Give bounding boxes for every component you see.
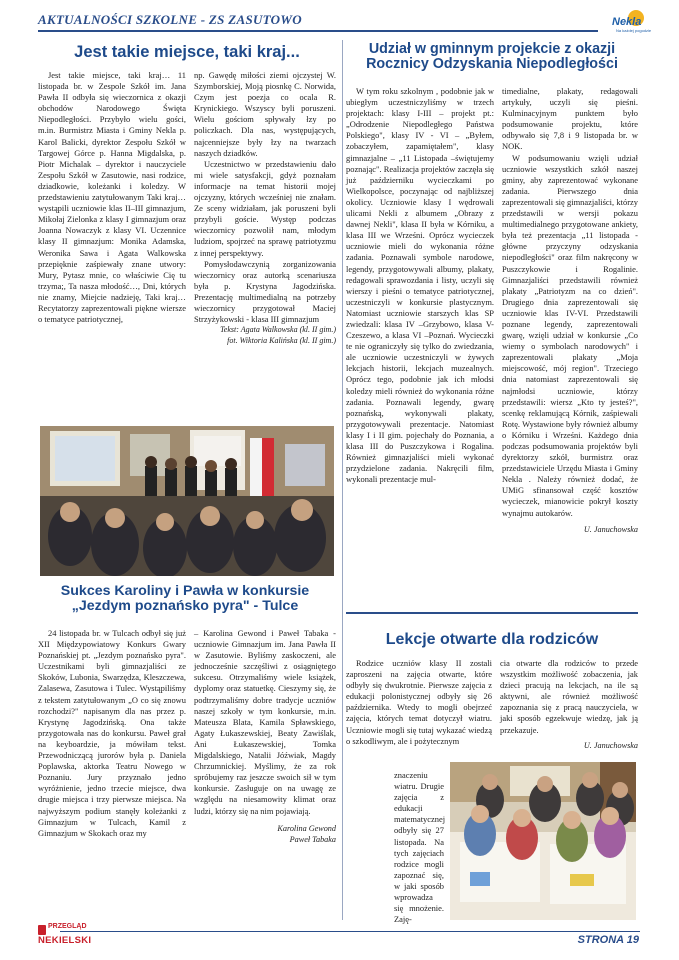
paragraph: np. Gawędę miłości ziemi ojczystej W. Szymborskiej, Moją piosnkę C. Norwida, Czym jest poezja co ocala R. Krynickiego. Wszyscy byli poruszeni. Wielu gościom spływały łzy po policzkach. Dla nas, występujących, najcenniejsze były łzy na twarzach naszych dziadków. <box>194 70 336 158</box>
logo-name: Nekla <box>612 16 642 28</box>
logo-mark-icon <box>38 925 46 935</box>
paragraph: Jest takie miejsce, taki kraj… 11 listopada br. w Zespole Szkół im. Jana Pawła II odbyła się wieczornica z okazji obchodów Narodowego Święta Niepodległości. Przybyło wielu gości, m.in. Burmistrz Miasta i Gminy Nekla p. Karol Balicki, dyrektor Zespołu Szkół w Targowej Górce p. Hanna Migdalska, p. Piotr Michalak – dyrektor i nauczyciele Zespołu Szkół w Zasutowie, nasi rodzice, dziadkowie, koleżanki i koledzy. W przedstawieniu zatytułowanym Taki kraj… wystąpili uczniowie klas II–III gimnazjum, Mikołaj Zielonka z klasy I gimnazjum oraz Joanna Nowaczyk z klasy VI. Uczennice klasy II gimnazjum: Monika Adamska, Weronika Sawa i Agata Walkowska przepięknie zaśpiewały znane utwory: Mury, Pytasz mnie, co właściwie Cię tu trzyma;, Ta nasza młodość…, Dni, których nie znamy, Miejcie nadzieję, Taki kraj… Recytatorzy zaprezentowali piękne wiersze o tematyce patriotycznej, <box>38 70 186 325</box>
paragraph: W tym roku szkolnym , podobnie jak w ubiegłym uczestniczyliśmy w trzech projektach: klasy I-III – projekt pt.: „Odrodzenie Niepodległego Państwa Polskiego", klasy IV - VI – „Byłem, zobaczyłem, zapamiętałem", klasy gimnazjalne – „11 Listopada –świętujemy poznając". Realizacja projektów zaczęła się już październiku wycieczkami po Wielkopolsce, poczynając od najbliższej okolicy. Uczniowie klasy I wędrowali ulicami Nekli z albumem „Obrazy z dawnej Nekli", klasa II była w Kórniku, a klasa III we Wrześni. Oprócz wycieczek uczniowie mieli do wykonania różne zadania. Poznawali symbole narodowe, legendy, przygotowywali albumy, plakaty, redagowali sprawozdania i listy, uczyli się wierszy i pieśni o tematyce patriotycznej, uczestniczyli w konkursie plastycznym. Natomiast uczniowie starszych klas SP zwiedzali: klasa IV –Grzybowo, klasa V- Czeszewo, a klasa VI –Poznań. Wycieczki te nie ograniczyły się tylko do zwiedzania, ale uczniowie uczestniczyli w żywych lekcjach historii, lekcjach muzealnych. Oprócz tego, podobnie jak ich młodsi koledzy mieli również do wykonania różne zadania. Poznawali legendy, gwarę poznańską, wykonywali plakaty, przygotowywali prezentacje. Natomiast klasy I i II gim. pojechały do Poznania, a klasa III do Puszczykowa i Rogalina. Również gimnazjaliści mieli wykonać przydzielone zadania. Nakręcili film, wykonali prezentacje mul- <box>346 86 494 485</box>
classroom-photo-image <box>450 762 636 920</box>
nekla-logo <box>604 10 652 34</box>
header-rule <box>38 30 598 32</box>
article4-col2 <box>500 658 638 751</box>
article2-col2 <box>502 86 638 535</box>
article4-col1-top <box>346 658 492 747</box>
article2-col1 <box>346 86 494 485</box>
article4-title: Lekcje otwarte dla rodziców <box>385 631 599 648</box>
article1-col1 <box>38 70 186 325</box>
paragraph: 24 listopada br. w Tulcach odbył się już XII Międzypowiatowy Konkurs Gwary Poznańskiej pt. „Jezdym poznańsko pyra". Uczestnikami byli gimnazjaliści ze Skoków, Lubonia, Swarzędza, Kleszczewa, Zalasewa, Zasutowa i Tulec. Wystąpiliśmy z tekstem zatytułowanym „O co się znowu rozchodzi?" napisanym dla nas przez p. Krystynę Jagodzińską. Ona także przygotowała nas do konkursu. Paweł grał na keyboardzie, ja mówiłam tekst. Przewodniczącą jurorów była p. Daniela Poplawska, aktorka Teatru Nowego w Poznaniu. Jury przyznało jedno wyróżnienie, jedno trzecie miejsce, dwa drugie miejsca i trzy pierwsze miejsca. Na najwyższym podium stanęły koleżanki z Gimnazjum w Tulcach, Kamil z Gimnazjum w Skokach oraz my <box>38 628 186 838</box>
paragraph: cia otwarte dla rodziców to przede wszystkim możliwość zobaczenia, jak dzieci pracują na lekcjach, na ile są aktywni, ale również możliwość zapoznania się z pracą nauczyciela, w jaki sposób egzekwuje wiedzę, jak ją przekazuje. <box>500 658 638 735</box>
section-divider <box>346 612 638 614</box>
article3-col2 <box>194 628 336 845</box>
article3-signature-1: Karolina Gewond <box>277 823 336 833</box>
article2-signature: U. Januchowska <box>583 524 638 534</box>
przeglad-nekielski-logo <box>38 922 100 954</box>
paragraph: znaczeniu wiatru. Drugie zajęcia z edukacji matematycznej odbyły się 27 listopada. Na tych zajęciach rodzice mogli zapoznać się, w jaki sposób wprowadza się mnożenie. Zaję- <box>394 770 446 925</box>
article1-credit-text: Tekst: Agata Walkowska (kl. II gim.) <box>220 325 336 335</box>
article1-title: Jest takie miejsce, taki kraj... <box>74 43 300 61</box>
paragraph: Uczestnictwo w przedstawieniu dało mi wiele satysfakcji, gdyż poznałam informacje na temat historii mojej ojczyzny, których wcześniej nie znałam. Ze sceny widziałam, jak poruszeni byli przybyli goście. Występ podczas wieczornicy pozwolił nam, młodym ludziom, spojrzeć na sprawę patriotyzmu z innej perspektywy. <box>194 158 336 258</box>
paragraph: W podsumowaniu wzięli udział uczniowie wszystkich szkół naszej gminy, aby zaprezentować wykonane zadania. Pierwszego dnia zaprezentowali się gimnazjaliści, którzy przedstawili w wersji pokazu multimedialnego przygotowane ankiety, była też prezentacja „11 listopada - główne przyczyny odzyskania niepodległości" oraz film nakręcony w Puszczykowie i Rogalinie. Gimnazjaliści przedstawili również plakaty „Patriotyzm na co dzień". Drugiego dnia zaprezentowali się uczniowie klas IV-VI. Przedstawili poznane legendy, zaprezentowali gwarę, wzięli udział w konkursie „Co wiemy o symbolach narodowych" i zaprezentowali plakaty „Moja miejscowość, mój region". Trzeciego dnia natomiast zaprezentowali się najmłodsi uczniowie, którzy przedstawili: wiersz „Kto ty jesteś?", scenkę reklamującą Kórnik, zaśpiewali Rotę. Wystawione były również albumy o Kórniku i Wrześni. Każdego dnia podczas podsumowania projektów byli dyrektorzy szkół, burmistrz oraz przedstawiciele Urzędu Miasta i Gminy Nekla . Należy również dodać, że UMiG sfinansował część kosztów wycieczek, mianowicie pokrył koszty wynajmu autokarów. <box>502 152 638 518</box>
article3-title: Sukces Karoliny i Pawła w konkursie „Jezdym poznańsko pyra" - Tulce <box>60 583 310 614</box>
column-divider <box>342 40 343 920</box>
article3-col1 <box>38 628 186 839</box>
concert-photo-image <box>40 426 334 576</box>
photo-lekcje-otwarte <box>450 762 636 920</box>
paragraph: – Karolina Gewond i Paweł Tabaka - uczniowie Gimnazjum im. Jana Pawła II w Zasutowie. Byliśmy zaskoczeni, ale jednocześnie szczęśliwi z osiągniętego sukcesu. Otrzymaliśmy wiele książek, dyplomy oraz statuetkę. Cieszymy się, że podtrzymaliśmy dobre tradycje uczniów naszej szkoły w tym konkursie, m.in. Mateusza Blata, Kamila Spławskiego, Agaty Łukaszewskiej, Beaty Zawiślak, Ani Łukaszewskiej, Tomka Migdalskiego, Natalii Jóźwiak, Magdy Chrzumnickiej. Myślimy, że za rok spróbujemy raz jeszcze swoich sił w tym konkursie. Zasługuje on na uwagę ze względu na niesamowity klimat oraz ludzi, którzy się na nim pojawiają. <box>194 628 336 816</box>
article4-signature: U. Januchowska <box>583 740 638 750</box>
paragraph: Rodzice uczniów klasy II zostali zaproszeni na zajęcia otwarte, które odbyły się dwukrotnie. Pierwsze zajęcia z edukacji polonistycznej odbyły się 26 października. Wtedy to mogli obejrzeć zajęcia, których temat dotyczył wiatru. Uczniowie mogli się tutaj wykazać wiedzą o szkodliwym, ale i pożytecznym <box>346 658 492 746</box>
article1-credit-photo: fot. Wiktoria Kalińska (kl. II gim.) <box>227 335 336 345</box>
photo-wieczornica <box>40 426 334 576</box>
paragraph: timedialne, plakaty, redagowali artykuły, uczyli się pieśni. Kulminacyjnym punktem było podsumowanie projektu, które odbywało się 7,8 i 9 listopada br. w NOK. <box>502 86 638 152</box>
paragraph: Pomysłodawczynią zorganizowania wieczornicy oraz autorką scenariusza była p. Krystyna Jagodzińska. Prezentację multimedialną na potrzeby wieczornicy przygotował Maciej Strzyżykowski - klasa III gimnazjum <box>194 258 336 325</box>
article2-title: Udział w gminnym projekcie z okazji Rocznicy Odzyskania Niepodległości <box>366 41 618 72</box>
article3-signature-2: Paweł Tabaka <box>289 834 336 844</box>
logo-bottom-text: NEKIELSKI <box>38 935 92 946</box>
page-header <box>0 0 679 40</box>
page-number: STRONA 19 <box>577 934 639 946</box>
logo-top-text: PRZEGLĄD <box>48 923 87 930</box>
article4-col1-narrow <box>394 770 444 925</box>
article1-col2 <box>194 70 336 346</box>
logo-tagline: Na każdej pogodzie <box>616 28 652 33</box>
section-title: AKTUALNOŚCI SZKOLNE - ZS ZASUTOWO <box>38 12 302 27</box>
footer-rule <box>60 931 640 932</box>
